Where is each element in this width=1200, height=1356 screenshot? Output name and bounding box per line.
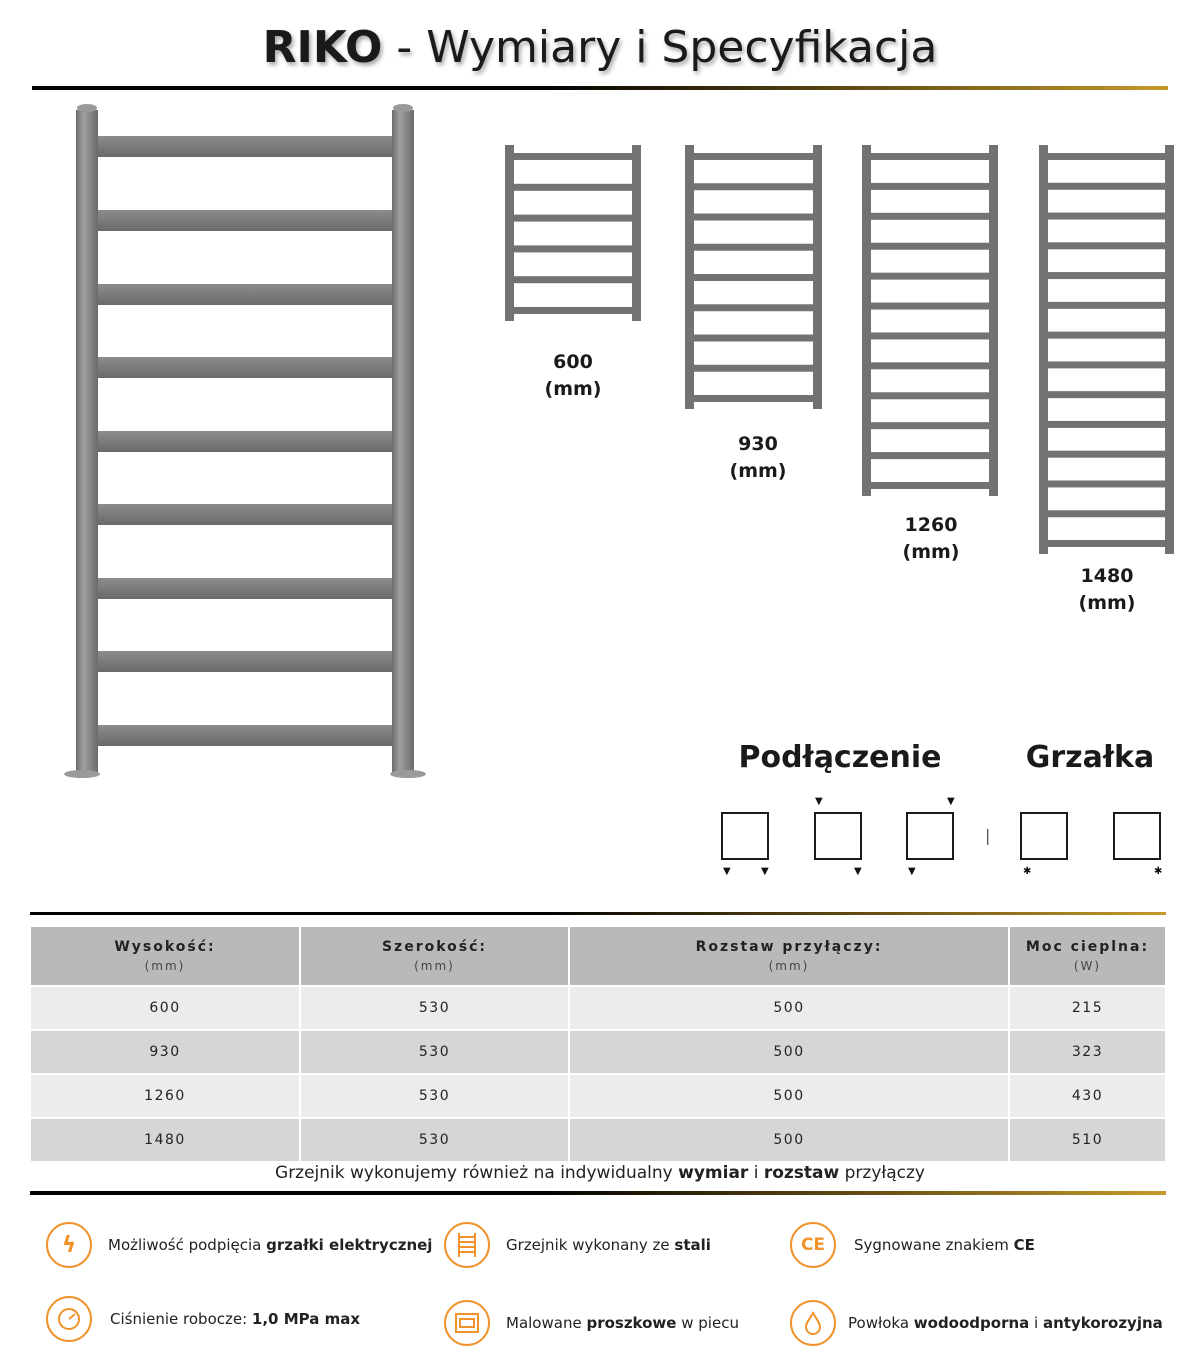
feature-pressure: Ciśnienie robocze: 1,0 MPa max xyxy=(110,1310,361,1328)
variant-bar xyxy=(1048,361,1165,368)
variant-bar xyxy=(871,362,989,369)
brand-name: RIKO xyxy=(262,22,383,73)
variant-bar xyxy=(1048,213,1165,220)
variant-rail xyxy=(632,145,641,321)
variant-rail xyxy=(989,145,998,496)
cell-width: 530 xyxy=(300,1030,569,1074)
variant-bar xyxy=(694,153,813,160)
variant-bar xyxy=(871,482,989,489)
radiator-variant-1480 xyxy=(1039,145,1174,554)
variant-bar xyxy=(871,213,989,220)
pressure-gauge-icon xyxy=(46,1296,92,1342)
variant-bar xyxy=(694,274,813,281)
variant-bar xyxy=(871,332,989,339)
size-label-1260: 1260 (mm) xyxy=(902,514,960,563)
size-label-930: 930 (mm) xyxy=(729,433,787,482)
spec-table xyxy=(31,927,1165,1161)
variant-bar xyxy=(1048,242,1165,249)
variant-bar xyxy=(871,452,989,459)
arrow-down-icon: ▼ xyxy=(908,866,916,877)
variant-bar xyxy=(694,335,813,342)
variant-bar xyxy=(1048,391,1165,398)
cell-height: 1260 xyxy=(31,1074,300,1118)
arrow-down-icon: ▼ xyxy=(815,796,823,807)
variant-bar xyxy=(514,184,632,191)
cell-power: 323 xyxy=(1009,1030,1165,1074)
title-text: - Wymiary i Specyfikacja xyxy=(396,22,938,73)
connection-title: Podłączenie xyxy=(738,740,942,775)
variant-bar xyxy=(1048,183,1165,190)
top-divider xyxy=(32,86,1168,90)
header-power: Moc cieplna: (W) xyxy=(1009,927,1165,986)
section-separator: | xyxy=(985,826,991,845)
table-top-divider xyxy=(30,912,1166,915)
radiator-variant-1260 xyxy=(862,145,998,496)
radiator-variant-600 xyxy=(505,145,641,321)
variant-bar xyxy=(694,395,813,402)
variant-bar xyxy=(871,153,989,160)
variant-bar xyxy=(694,365,813,372)
variant-bar xyxy=(871,273,989,280)
connection-diagonal xyxy=(814,812,862,860)
variant-bar xyxy=(1048,332,1165,339)
main-radiator-image xyxy=(58,98,438,788)
heater-title: Grzałka xyxy=(1025,740,1155,775)
table-row xyxy=(31,1030,1165,1074)
cell-height: 600 xyxy=(31,986,300,1030)
features-divider xyxy=(30,1191,1166,1195)
cell-spacing: 500 xyxy=(569,986,1009,1030)
variant-bar xyxy=(871,183,989,190)
feature-coating: Powłoka wodoodporna i antykorozyjna xyxy=(848,1314,1163,1332)
heater-connector-icon: ✱ xyxy=(1023,866,1032,877)
variant-bar xyxy=(514,153,632,160)
table-header-row xyxy=(31,927,1165,986)
variant-bar xyxy=(871,303,989,310)
variant-rail xyxy=(1039,145,1048,554)
variant-bar xyxy=(514,307,632,314)
right-rail xyxy=(392,110,414,774)
variant-rail xyxy=(813,145,822,409)
variant-bar xyxy=(1048,421,1165,428)
variant-bar xyxy=(871,392,989,399)
variant-bar xyxy=(514,245,632,252)
cell-spacing: 500 xyxy=(569,1030,1009,1074)
variant-bar xyxy=(694,304,813,311)
variant-rail xyxy=(505,145,514,321)
water-drop-icon xyxy=(790,1300,836,1346)
arrow-down-icon: ▼ xyxy=(854,866,862,877)
oven-icon xyxy=(444,1300,490,1346)
cell-width: 530 xyxy=(300,1118,569,1161)
variant-bar xyxy=(694,183,813,190)
variant-bar xyxy=(871,243,989,250)
variant-bar xyxy=(871,422,989,429)
cell-width: 530 xyxy=(300,1074,569,1118)
variant-rail xyxy=(1165,145,1174,554)
variant-bar xyxy=(1048,272,1165,279)
cell-power: 215 xyxy=(1009,986,1165,1030)
cell-power: 510 xyxy=(1009,1118,1165,1161)
arrow-down-icon: ▼ xyxy=(947,796,955,807)
cell-width: 530 xyxy=(300,986,569,1030)
ce-mark-icon: CE xyxy=(790,1222,836,1268)
variant-bar xyxy=(694,214,813,221)
variant-bar xyxy=(1048,510,1165,517)
header-spacing: Rozstaw przyłączy: (mm) xyxy=(569,927,1009,986)
feature-powder: Malowane proszkowe w piecu xyxy=(506,1314,739,1332)
size-label-600: 600 (mm) xyxy=(544,351,602,400)
cell-spacing: 500 xyxy=(569,1074,1009,1118)
left-rail xyxy=(76,110,98,774)
variant-bar xyxy=(1048,540,1165,547)
cell-power: 430 xyxy=(1009,1074,1165,1118)
size-label-1480: 1480 (mm) xyxy=(1078,565,1136,614)
heater-left xyxy=(1020,812,1068,860)
feature-ce: Sygnowane znakiem CE xyxy=(854,1236,1035,1254)
cell-spacing: 500 xyxy=(569,1118,1009,1161)
variant-bar xyxy=(514,215,632,222)
table-row xyxy=(31,1118,1165,1161)
arrow-down-icon: ▼ xyxy=(723,866,731,877)
variant-bar xyxy=(1048,302,1165,309)
cell-height: 1480 xyxy=(31,1118,300,1161)
variant-bar xyxy=(694,244,813,251)
header-height: Wysokość: (mm) xyxy=(31,927,300,986)
radiator-variant-930 xyxy=(685,145,822,409)
feature-heater: Możliwość podpięcia grzałki elektrycznej xyxy=(108,1236,433,1254)
variant-bar xyxy=(1048,153,1165,160)
variant-bar xyxy=(514,276,632,283)
custom-size-note: Grzejnik wykonujemy również na indywidualny wymiar i rozstaw przyłączy xyxy=(275,1163,925,1183)
page-title xyxy=(0,18,1200,78)
radiator-bars xyxy=(96,136,392,746)
cell-height: 930 xyxy=(31,1030,300,1074)
connection-side xyxy=(906,812,954,860)
table-row xyxy=(31,1074,1165,1118)
feature-steel: Grzejnik wykonany ze stali xyxy=(506,1236,711,1254)
heater-right xyxy=(1113,812,1161,860)
heater-connector-icon: ✱ xyxy=(1154,866,1163,877)
table-row xyxy=(31,986,1165,1030)
lightning-icon: ϟ xyxy=(46,1222,92,1268)
header-width: Szerokość: (mm) xyxy=(300,927,569,986)
variant-rail xyxy=(862,145,871,496)
connection-bottom-bottom xyxy=(721,812,769,860)
variant-rail xyxy=(685,145,694,409)
variant-bar xyxy=(1048,480,1165,487)
variant-bar xyxy=(1048,451,1165,458)
arrow-down-icon: ▼ xyxy=(761,866,769,877)
radiator-icon xyxy=(444,1222,490,1268)
